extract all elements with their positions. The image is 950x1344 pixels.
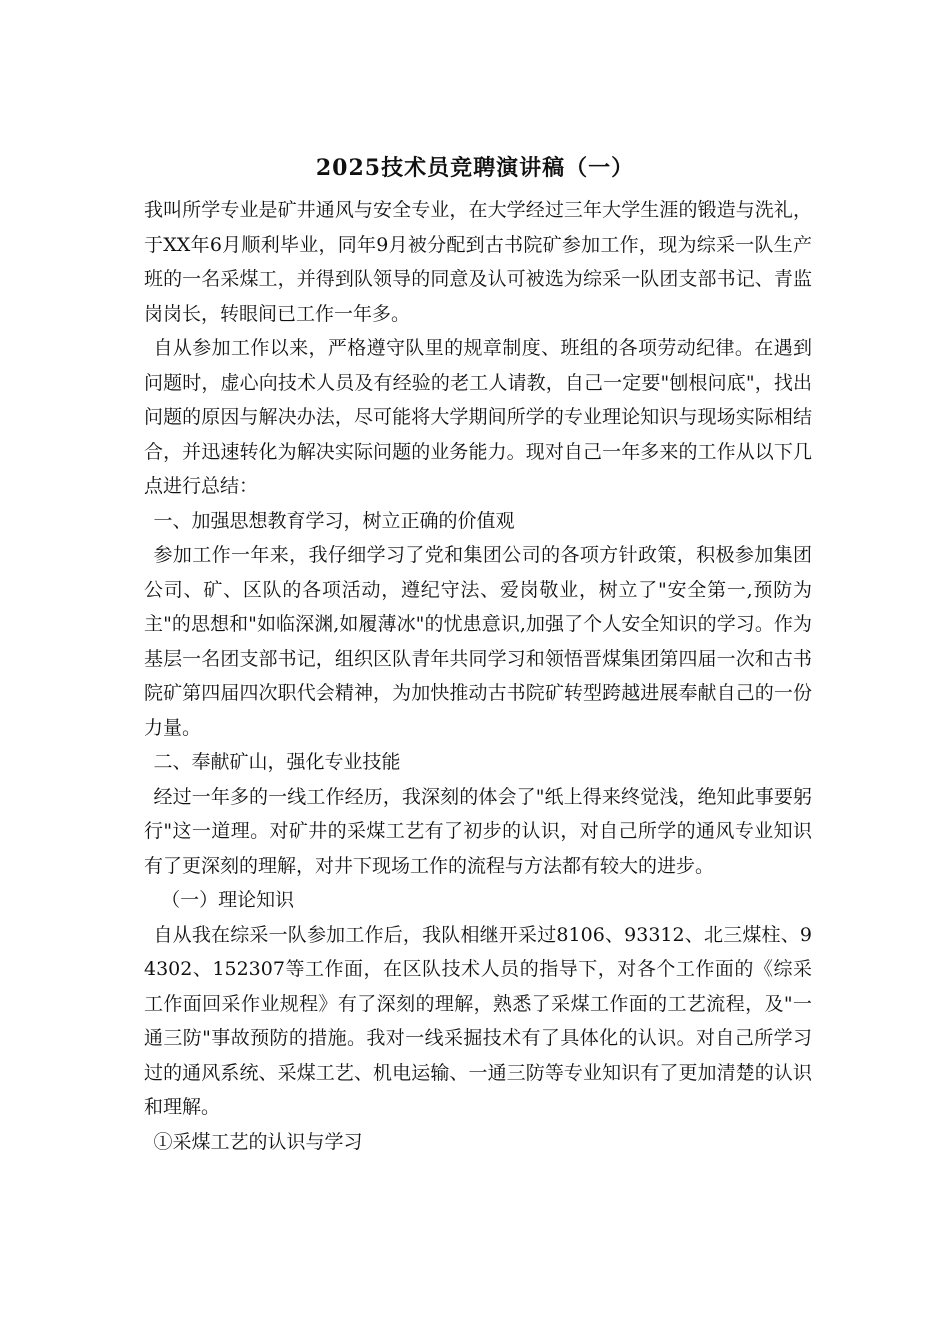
section-heading-1: 一、加强思想教育学习，树立正确的价值观: [153, 509, 515, 532]
paragraph-theory-knowledge: 自从我在综采一队参加工作后，我队相继开采过8106、93312、北三煤柱、94302、152307等工作面，在区队技术人员的指导下，对各个工作面的《综采工作面回采作业规程》有了深刻的理解，熟悉了采煤工作面的工艺流程，及"一通三防"事故预防的措施。我对一线采掘技术有了具体化的认识。对自己所学习过的通风系统、采煤工艺、机电运输、一通三防等专业知识有了更加清楚的认识和理解。: [144, 923, 812, 1118]
paragraph-ideology-study: 参加工作一年来，我仔细学习了党和集团公司的各项方针政策，积极参加集团公司、矿、区队的各项活动，遵纪守法、爱岗敬业，树立了"安全第一,预防为主"的思想和"如临深渊,如履薄冰"的忧患意识,加强了个人安全知识的学习。作为基层一名团支部书记，组织区队青年共同学习和领悟晋煤集团第四届一次和古书院矿第四届四次职代会精神，为加快推动古书院矿转型跨越进展奉献自己的一份力量。: [144, 544, 812, 739]
paragraph-introduction: 我叫所学专业是矿井通风与安全专业，在大学经过三年大学生涯的锻造与洗礼，于XX年6月顺利毕业，同年9月被分配到古书院矿参加工作，现为综采一队生产班的一名采煤工，并得到队领导的同意及认可被选为综采一队团支部书记、青监岗岗长，转眼间已工作一年多。: [144, 199, 812, 325]
document-body: [144, 193, 812, 1159]
paragraph-work-attitude: 自从参加工作以来，严格遵守队里的规章制度、班组的各项劳动纪律。在遇到问题时，虚心向技术人员及有经验的老工人请教，自己一定要"刨根问底"，找出问题的原因与解决办法，尽可能将大学期间所学的专业理论知识与现场实际相结合，并迅速转化为解决实际问题的业务能力。现对自己一年多来的工作从以下几点进行总结：: [144, 337, 812, 497]
subsection-heading-theory: （一）理论知识: [161, 889, 295, 911]
document-title: 2025技术员竞聘演讲稿（一）: [315, 155, 635, 181]
paragraph-frontline-experience: 经过一年多的一线工作经历，我深刻的体会了"纸上得来终觉浅，绝知此事要躬行"这一道理。对矿井的采煤工艺有了初步的认识，对自己所学的通风专业知识有了更深刻的理解，对井下现场工作的流程与方法都有较大的进步。: [144, 785, 812, 877]
subsection-heading-mining-process: ①采煤工艺的认识与学习: [153, 1130, 363, 1153]
section-heading-2: 二、奉献矿山，强化专业技能: [153, 751, 401, 773]
